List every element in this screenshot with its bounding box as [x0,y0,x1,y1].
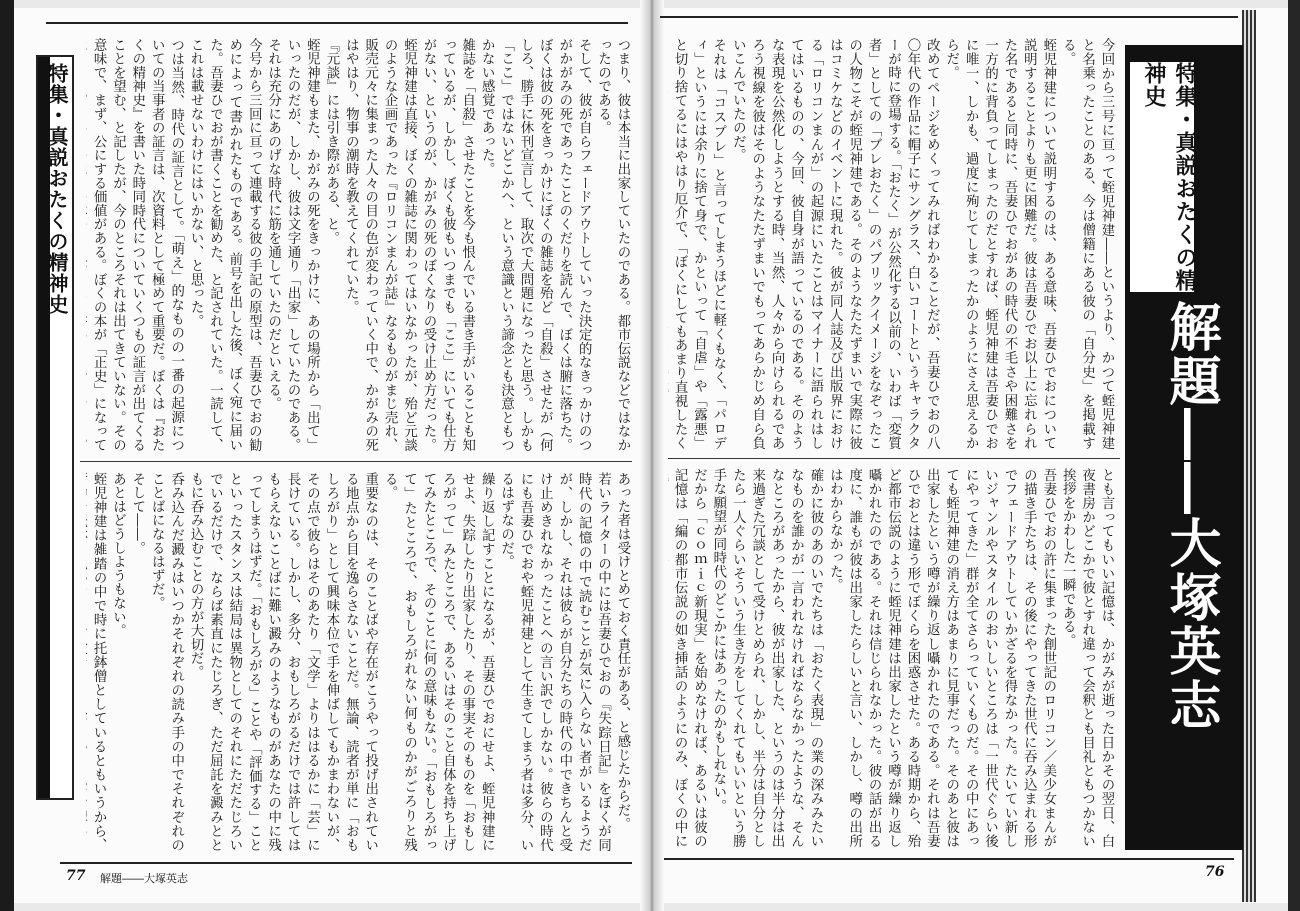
article-title: 解題――大塚英志 [1160,300,1220,732]
right-lower-text: とも言ってもいい記憶は、かがみが逝った日かその翌日、白夜書房かどこかで彼とすれ違って会釈とも目礼ともつかない挨拶をかわした一瞬である。 吾妻ひでおの許に集まった創世記のロリコン／美少女まんがの描き手たちは、その後にやってきた世代に吞み込まれる形でフェードアウトしていかざるを得なかった。たいてい新しいジャンルやスタイルのおいしいところは「一世代ぐらい後にやってきた」群が全てさらっていくものだ。その中にあっても蛭児神建の消え方はあまりに見事だった。そのあと彼は出家したという噂が繰り返し囁かれたのである。それは吾妻ひでおとは違う形でぼくらを困惑させた。ある時期から、殆ど都市伝説のように蛭児神建は出家したという噂が繰り返し囁かれたのである。それは信じられなかった。彼の話が出る度に、誰もが彼は出家したらしいと言い、しかし、噂の出所はわからなかった。 確かに彼のあのいでたちは「おたく表現」の業の深みみたいなものを誰かが一言われなければならなかったような、そんなところがあったから、彼が出家した、というのは半分は出来過ぎた冗談として受けとめられ、しかし、半分は自分としたら一人ぐらいそういう生き方をしてくれてもいいという勝手な願望が同時代のどこかにはあったのかもしれない。 だから「ｃｏｍｉｃ新現実」を始めなければ、あるいは彼の記憶は「編の都市伝説の如き挿話のようにのみ、ぼくの中に [672,468,1114,848]
right-page-stack [1242,10,1256,902]
left-lower-text: あった者は受けとめておく責任がある、と感じたからだ。 若いライターの中には吾妻ひでおの『失踪日記』をぼくが同時代の記憶の中で読むことが気に入らない者がいるようだが、しかし、それは彼らが自分たちの時代の中できちんと受け止めきれなかったことへの言い訳でしかない。彼らの時代にも吾妻ひでおや蛭児神建として生きてしまう者は多分、いるはずなのだ。 繰り返し記すことになるが、吾妻ひでおにせよ、蛭児神建にせよ、失踪したり出家したり、その事実そのものを「おもしろがって」みたところで、あるいはそのこと自体を持ち上げてみたところで、そのことに何の意味もない。「おもしろがって」たところで、おもしろがれない何ものかがごろりと残る。 重要なのは、そのことばや存在がこうやって投げ出されている地点から目を逸らさないことだ。無論、読者が単に「おもしろがり」として興味本位で手を伸ばしてもかまわないが、その点で彼らはそのあたり「文学」よりははるかに「芸」に長けている。しかし、多分、おもしろがるだけでは許してはもらえないことばに難い澱みのようなものがあなたの中に残ってしまうはずだ。「おもしろがる」ことや「評価する」ことといったスタンスは結局は異物としてのそれにただたじろいでいるだけで、ならば素直にたじろぎ、ただ屈託を澱みとともに呑み込むことの方が大切だ。 呑み込んだ澱みはいつかそれぞれの読み手の中でそれぞれのことばになるはずだ。 そして――。 あとはどうしようもない。 蛭児神建は雑踏の中で時に托鉢僧としているともいうから、 [91,472,630,852]
right-top-rule [660,16,1238,18]
left-column-divider [80,461,632,462]
series-banner-left [36,55,74,800]
right-bottom-rule [664,858,1234,860]
running-head-left: 解題――大塚英志 [100,872,188,885]
right-column-divider [668,458,1120,459]
left-bottom-rule [60,862,632,864]
left-upper-text: つまり、彼は本当に出家していたのである。都市伝説などではなかったのである。 そして、彼が自らフェードアウトしていった決定的なきっかけのつがかがみの死であったことのくだりを読んで、ぼくは腑に落ちた。 ぼくは彼の死をきっかけにぼくの雑誌を殆ど「自殺」させたが（何しろ、勝手に休刊宣言して、取次で大問題になったと思う。しかも「ここ」ではないどこかへ、という意識という諦念とも決意ともつかない感覚であった。 雑誌を「自殺」させたことを今も恨んでいる書き手がいることも知っているが、しかし、ぼくも彼もいつまでも「ここ」にいても仕方がない、というのが、かがみの死のぼくなりの受け止め方だった。 蛭児神建は直接、ぼくの雑誌に関わってはいなかったが、殆ど元談のような企画であった『ロリコンまんが誌』なるものがまじ売れ、販売元々に集まった人々の目の色が変わっていく中で、かがみの死はやはり、物事の潮時を教えてくれていた。 『元談』には引き際がある、と。 蛭児神建もまた、かがみの死をきっかけに、あの場所から「出て」いったのだが、しかし、彼は文字通り「出家」していたのである。それは充分にあのげな時代に筋を通していたのだといえる。 今号から三回に亘って連載する彼の手記の原型は、吾妻ひでおの勧めによって書かれたものである。前号を出した後、ぼく宛に届いた。吾妻ひでおが書くことを勧めた、と記されていた。一読して、これは載せないわけにはいかない、と思った。 つは当然、時代の証言として。「萌え」的なものの一番の起源についての当事者の証言は、次資料として極めて重要だ。ぼくは『おたくの精神史』を書いた時同時代についていくつもの証言が出てくることを望む、と記したが、今のところそれは出てきていない。その意味で、まず、公にする価値がある。ぼくの本が「正史」になって [91,38,630,452]
center-gutter [640,0,664,911]
series-title-right: 特集・真説おたくの精神史 [1141,62,1197,292]
series-title-left: 特集・真説おたくの精神史 [45,63,69,315]
right-book-edge [1288,0,1300,911]
page-number-right: 76 [1205,864,1225,880]
left-book-edge [0,0,14,911]
left-top-rule [46,22,628,24]
page-number-left: 77 [66,868,86,884]
right-upper-text: 今回から三号に亘って蛭児神建――というより、かつて蛭児神建と名乗ったことのある、今は僧籍にある彼の「自分史」を掲載する。 蛭児神建について説明するのは、ある意味、吾妻ひでおについて説明することよりも更に困難だ。彼は吾妻ひでお以上に忘れられた名であると同時に、吾妻ひでおがあの時代の不毛さや困難さを一方的に背負ってしまったのだとすれば、蛭児神建は吾妻ひでおに唯一、しかも、過度に殉じてしまったかのようにさえ思えるからだ。 改めてページをめくってみればわかることだが、吾妻ひでおの八〇年代の作品に帽子にサングラス、白いコートというキャラクターが時に登場する。「おたく」が公然化する以前の、いわば「変質者」としての「ブレおたく」のパブリックイメージをなぞったこの人物こそが蛭児神建である。そのようなたたずまいで実際に彼はコミケなどのイベントに現れた。彼が同人誌及び出版界における「ロリコンまんが」の起源にいたことはマイナーに語られはしてはいるものの、今回、彼自身が語っているのである。そのような表現を公然化しようとする時、当然、人々から向けられるであろう視線を彼はそのようなたたずまいでもってあらかじめ自ら負いこんでいたのだ。 それは「コスプレ」と言ってしまうほどに軽くもなく、「パロディ」というには余りに捨て身で、かといって「自虐」や「露悪」と切り捨てるにはやはり厄介で、「ぼくにしてもあまり直視したく [672,38,1114,450]
